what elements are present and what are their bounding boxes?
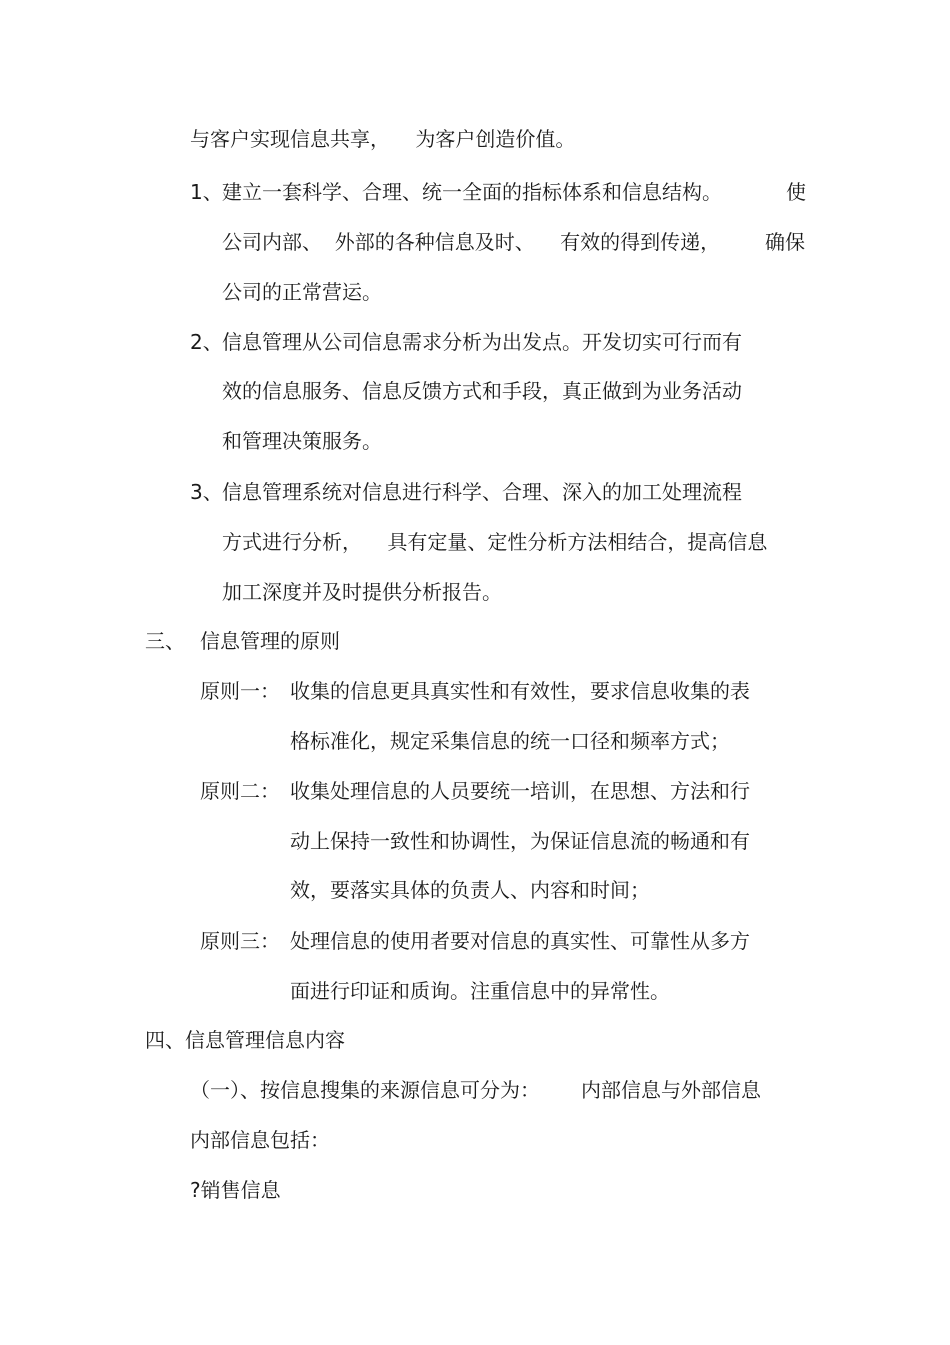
principle-line: 面进行印证和质询。注重信息中的异常性。 — [290, 979, 670, 1003]
principle-line: 动上保持一致性和协调性，为保证信息流的畅通和有 — [290, 829, 750, 853]
principle-label: 原则一： — [200, 679, 280, 703]
principle-label: 原则三： — [200, 929, 280, 953]
content-line: （一）、按信息搜集的来源信息可分为： — [190, 1078, 540, 1102]
intro-line: 与客户实现信息共享， 为客户创造价值。 — [190, 127, 576, 151]
principle-line: 效，要落实具体的负责人、内容和时间； — [290, 878, 650, 902]
goal-line: 和管理决策服务。 — [222, 429, 382, 453]
goal-line-tail: 使 — [786, 180, 806, 204]
goal-line: 建立一套科学、合理、统一全面的指标体系和信息结构。 — [222, 180, 722, 204]
content-line-tail: 内部信息与外部信息 — [581, 1078, 761, 1102]
goal-number: 2、 — [190, 330, 223, 354]
section-number: 三、 — [145, 629, 185, 653]
section-heading-4: 四、信息管理信息内容 — [145, 1028, 345, 1052]
goal-number: 1、 — [190, 180, 223, 204]
principle-line: 格标准化，规定采集信息的统一口径和频率方式； — [290, 729, 730, 753]
principle-line: 收集处理信息的人员要统一培训，在思想、方法和行 — [290, 779, 750, 803]
goal-number: 3、 — [190, 480, 223, 504]
goal-line: 信息管理系统对信息进行科学、合理、深入的加工处理流程 — [222, 480, 742, 504]
goal-line: 信息管理从公司信息需求分析为出发点。开发切实可行而有 — [222, 330, 742, 354]
principle-line: 处理信息的使用者要对信息的真实性、可靠性从多方 — [290, 929, 750, 953]
goal-line: 公司的正常营运。 — [222, 280, 382, 304]
section-title: 信息管理的原则 — [200, 629, 340, 653]
principle-line: 收集的信息更具真实性和有效性，要求信息收集的表 — [290, 679, 750, 703]
content-line: ?销售信息 — [190, 1178, 281, 1202]
goal-line: 公司内部、 外部的各种信息及时、 有效的得到传递， — [222, 230, 721, 254]
goal-line: 方式进行分析， 具有定量、定性分析方法相结合，提高信息 — [222, 530, 768, 554]
content-line: 内部信息包括： — [190, 1128, 330, 1152]
principle-label: 原则二： — [200, 779, 280, 803]
goal-line-tail: 确保 — [765, 230, 805, 254]
goal-line: 加工深度并及时提供分析报告。 — [222, 580, 502, 604]
goal-line: 效的信息服务、信息反馈方式和手段，真正做到为业务活动 — [222, 379, 742, 403]
